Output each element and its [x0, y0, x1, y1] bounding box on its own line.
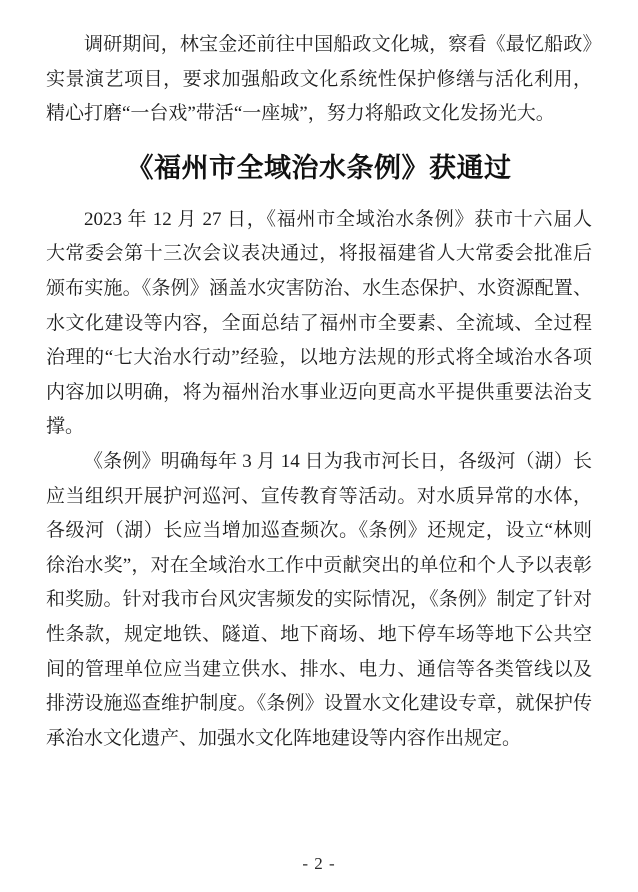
article-paragraph-2: 《条例》明确每年 3 月 14 日为我市河长日，各级河（湖）长应当组织开展护河巡河、宣传教育等活动。对水质异常的水体，各级河（湖）长应当增加巡查频次。《条例》还规定，设立“林则徐治水奖”，对在全域治水工作中贡献突出的单位和个人予以表彰和奖励。针对我市台风灾害频发的实际情况，《条例》制定了针对性条款，规定地铁、隧道、地下商场、地下停车场等地下公共空间的管理单位应当建立供水、排水、电力、通信等各类管线以及排涝设施巡查维护制度。《条例》设置水文化建设专章，就保护传承治水文化遗产、加强水文化阵地建设等内容作出规定。: [46, 450, 592, 749]
page-number: - 2 -: [302, 854, 336, 873]
article-title: 《福州市全域治水条例》获通过: [126, 152, 512, 183]
page-footer: [0, 854, 638, 874]
document-body: [46, 28, 592, 756]
article-paragraph-1: 2023 年 12 月 27 日，《福州市全域治水条例》获市十六届人大常委会第十三次会议表决通过，将报福建省人大常委会批准后颁布实施。《条例》涵盖水灾害防治、水生态保护、水资源配置、水文化建设等内容，全面总结了福州市全要素、全流域、全过程治理的“七大治水行动”经验，以地方法规的形式将全域治水各项内容加以明确，将为福州治水事业迈向更高水平提供重要法治支撑。: [46, 208, 592, 438]
lead-paragraph: 调研期间，林宝金还前往中国船政文化城，察看《最忆船政》实景演艺项目，要求加强船政文化系统性保护修缮与活化利用，精心打磨“一台戏”带活“一座城”，努力将船政文化发扬光大。: [46, 34, 592, 125]
